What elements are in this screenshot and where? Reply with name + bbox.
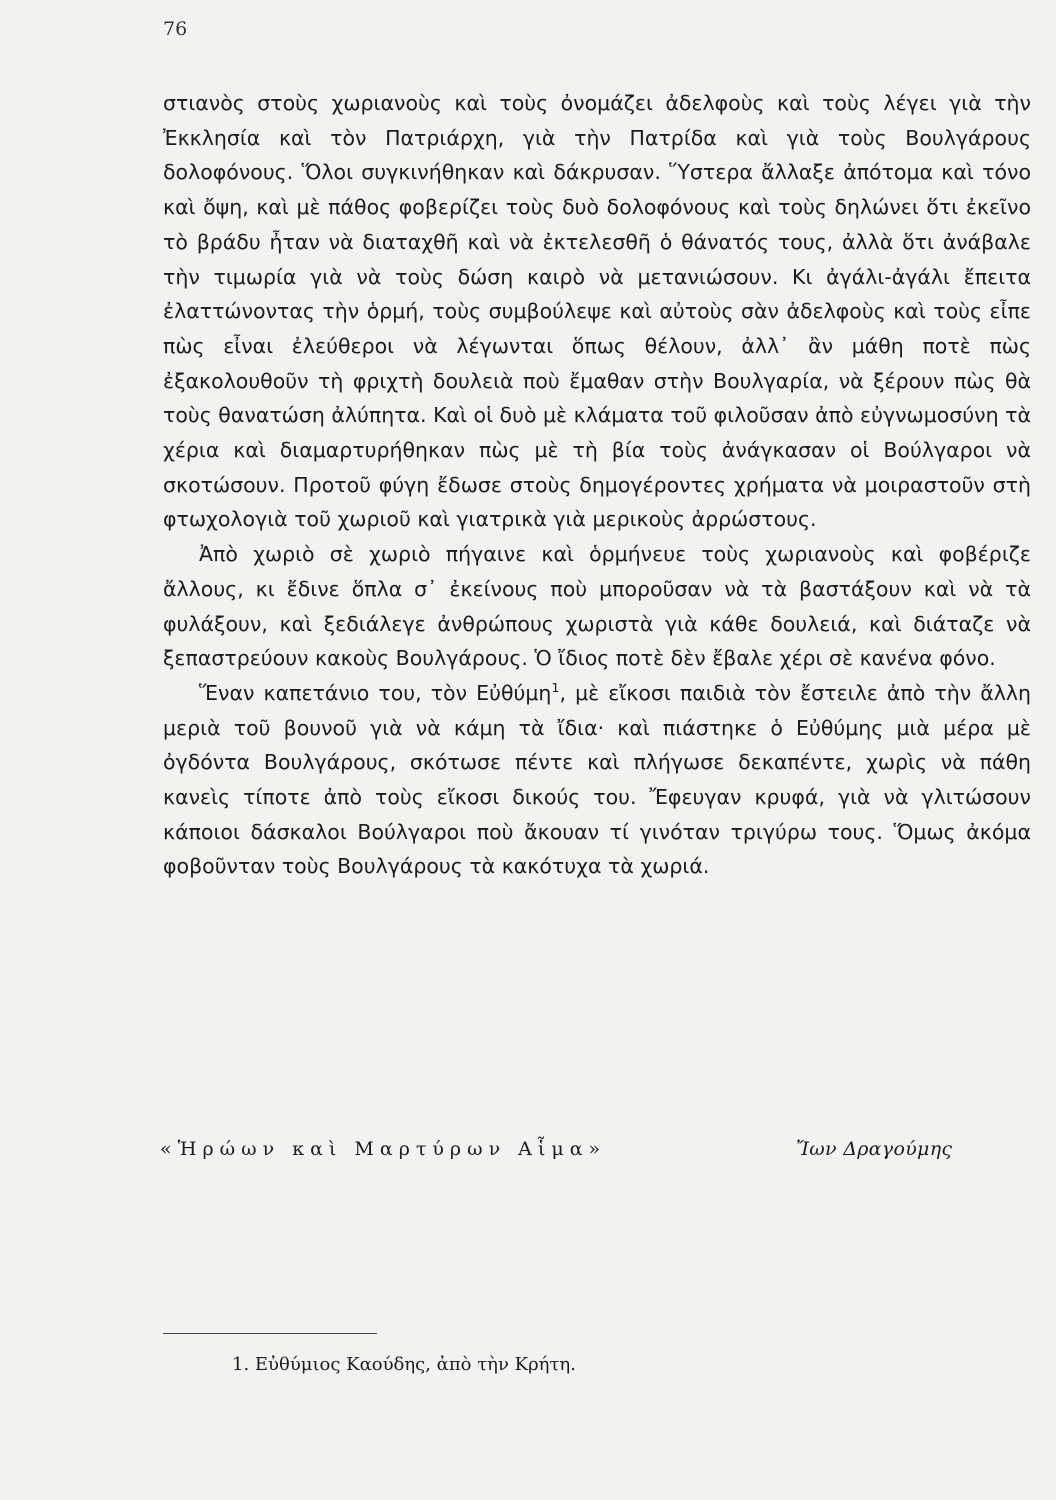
- paragraph-text: Ἕναν καπετάνιο του, τὸν Εὐθύμη: [199, 680, 552, 705]
- paragraph-text: , μὲ εἴκοσι παιδιὰ τὸν ἔστειλε ἀπὸ τὴν ἄλλη μεριὰ τοῦ βουνοῦ γιὰ νὰ κάμη τὰ ἴδια· καὶ πιάστηκε ὁ Εὐθύμης μιὰ μέρα μὲ ὀγδόντα Βουλγάρους, σκότωσε πέντε καὶ πλήγωσε δεκαπέντε, χωρὶς νὰ πάθη κανεὶς τίποτε ἀπὸ τοὺς εἴκοσι δικούς του. Ἔφευγαν κρυφά, γιὰ νὰ γλιτώσουν κάποιοι δάσκαλοι Βούλγαροι ποὺ ἄκουαν τί γινόταν τριγύρω τους. Ὅμως ἀκόμα φοβοῦνταν τοὺς Βουλγάρους τὰ κακότυχα τὰ χωριά.: [163, 680, 1032, 879]
- footnote-marker: 1: [551, 680, 560, 696]
- footnote-divider: [163, 1333, 377, 1334]
- main-text: [163, 86, 1031, 884]
- work-title: «Ἡρώων καὶ Μαρτύρων Αἷμα»: [160, 1138, 607, 1160]
- paragraph: Ἀπὸ χωριὸ σὲ χωριὸ πήγαινε καὶ ὁρμήνευε τοὺς χωριανοὺς καὶ φοβέριζε ἄλλους, κι ἔδινε ὅπλα σ᾽ ἐκείνους ποὺ μποροῦσαν νὰ τὰ βαστάξουν καὶ νὰ τὰ φυλάξουν, καὶ ξεδιάλεγε ἀνθρώπους χωριστὰ γιὰ κάθε δουλειά, καὶ διάταζε νὰ ξεπαστρεύουν κακοὺς Βουλγάρους. Ὁ ἴδιος ποτὲ δὲν ἔβαλε χέρι σὲ κανένα φόνο.: [163, 542, 1031, 671]
- footnote: 1. Εὐθύμιος Καούδης, ἀπὸ τὴν Κρήτη.: [232, 1354, 576, 1375]
- author-name: Ἴων Δραγούμης: [796, 1138, 953, 1160]
- paragraph: [163, 676, 1031, 884]
- paragraph: στιανὸς στοὺς χωριανοὺς καὶ τοὺς ὀνομάζει ἀδελφοὺς καὶ τοὺς λέγει γιὰ τὴν Ἐκκλησία καὶ τὸν Πατριάρχη, γιὰ τὴν Πατρίδα καὶ γιὰ τοὺς Βουλγάρους δολοφόνους. Ὅλοι συγκινήθηκαν καὶ δάκρυσαν. Ὕστερα ἄλλαξε ἀπότομα καὶ τόνο καὶ ὄψη, καὶ μὲ πάθος φοβερίζει τοὺς δυὸ δολοφόνους καὶ τοὺς δηλώνει ὅτι ἐκεῖνο τὸ βράδυ ἦταν νὰ διαταχθῆ καὶ νὰ ἐκτελεσθῆ ὁ θάνατός τους, ἀλλὰ ὅτι ἀνάβαλε τὴν τιμωρία γιὰ νὰ τοὺς δώση καιρὸ νὰ μετανιώσουν. Κι ἀγάλι-ἀγάλι ἔπειτα ἐλαττώνοντας τὴν ὁρμή, τοὺς συμβούλεψε καὶ αὐτοὺς σὰν ἀδελφοὺς καὶ τοὺς εἶπε πὼς εἶναι ἐλεύθεροι νὰ λέγωνται ὅπως θέλουν, ἀλλ᾽ ἂν μάθη ποτὲ πὼς ἐξακολουθοῦν τὴ φριχτὴ δουλειὰ ποὺ ἔμαθαν στὴν Βουλγαρία, νὰ ξέρουν πὼς θὰ τοὺς θανατώση ἀλύπητα. Καὶ οἱ δυὸ μὲ κλάματα τοῦ φιλοῦσαν ἀπὸ εὐγνωμοσύνη τὰ χέρια καὶ διαμαρτυρήθηκαν πὼς μὲ τὴ βία τοὺς ἀνάγκασαν οἱ Βούλγαροι νὰ σκοτώσουν. Προτοῦ φύγη ἔδωσε στοὺς δημογέροντες χρήματα νὰ μοιραστοῦν στὴ φτωχολογιὰ τοῦ χωριοῦ καὶ γιατρικὰ γιὰ μερικοὺς ἀρρώστους.: [163, 91, 1031, 532]
- page-number: 76: [163, 18, 188, 40]
